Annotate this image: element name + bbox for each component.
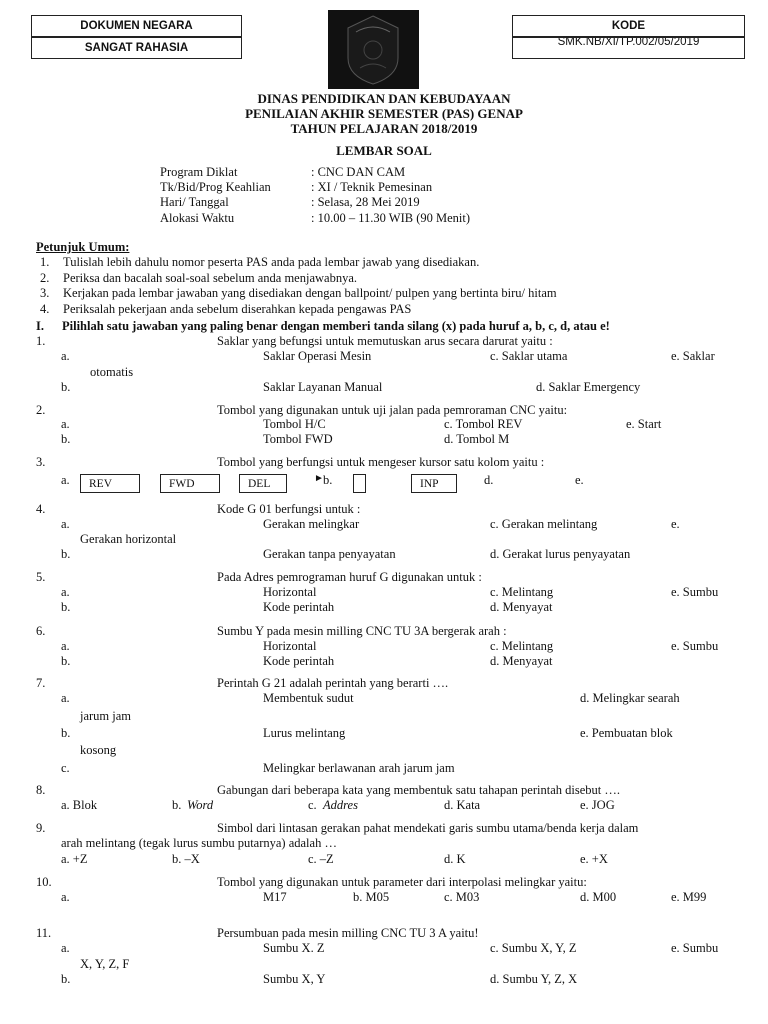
question-number: 7.: [36, 676, 46, 690]
option-letter: a.: [61, 417, 70, 431]
option-letter: d.: [484, 473, 494, 487]
option-continuation: kosong: [80, 743, 117, 757]
option-letter: a.: [61, 691, 70, 705]
key-del-label: DEL: [248, 478, 271, 490]
option-letter: a.: [61, 890, 70, 904]
option-text: Lurus melintang: [263, 726, 346, 740]
option-c: c. –Z: [308, 852, 334, 866]
option-letter: b.: [61, 432, 71, 446]
info-label: Tk/Bid/Prog Keahlian: [160, 180, 271, 194]
option-c: c. Saklar utama: [490, 349, 568, 363]
option-letter: b.: [61, 547, 71, 561]
question-text: Persumbuan pada mesin milling CNC TU 3 A yaitu!: [217, 926, 479, 940]
option-letter: b.: [61, 654, 71, 668]
option-e: e. Sumbu: [671, 585, 719, 599]
option-b: b. –X: [172, 852, 200, 866]
option-e: e.: [671, 517, 680, 531]
option-e: e. JOG: [580, 798, 615, 812]
option-text: Melingkar berlawanan arah jarum jam: [263, 761, 455, 775]
option-d: d. Gerakat lurus penyayatan: [490, 547, 631, 561]
title-line-3: TAHUN PELAJARAN 2018/2019: [290, 121, 478, 136]
option-c: c. Gerakan melintang: [490, 517, 598, 531]
key-blank-box: [353, 474, 366, 493]
question-number: 1.: [36, 334, 46, 348]
info-label: Program Diklat: [160, 165, 238, 179]
instruction-text: Kerjakan pada lembar jawaban yang disediakan dengan ballpoint/ pulpen yang bertinta biru/ hitam: [63, 286, 557, 300]
option-d: d. K: [444, 852, 466, 866]
option-letter: b.: [172, 798, 182, 812]
key-rev-label: REV: [89, 478, 112, 490]
option-letter: b.: [61, 600, 71, 614]
title-line-2: PENILAIAN AKHIR SEMESTER (PAS) GENAP: [245, 106, 523, 121]
question-number: 9.: [36, 821, 46, 835]
option-e: e. Pembuatan blok: [580, 726, 673, 740]
secrecy-box: [31, 37, 242, 59]
option-text: Saklar Operasi Mesin: [263, 349, 372, 363]
key-fwd-box: [160, 474, 220, 493]
question-number: 8.: [36, 783, 46, 797]
option-e: e. M99: [671, 890, 707, 904]
question-text: Tombol yang digunakan untuk uji jalan pada pemroraman CNC yaitu:: [217, 403, 568, 417]
question-number: 10.: [36, 875, 52, 889]
option-c: c. M03: [444, 890, 480, 904]
info-value: : Selasa, 28 Mei 2019: [311, 195, 420, 209]
option-d: d. Kata: [444, 798, 481, 812]
option-a: a. Blok: [61, 798, 98, 812]
option-continuation: Gerakan horizontal: [80, 532, 177, 546]
secrecy-label: SANGAT RAHASIA: [84, 42, 189, 54]
option-text: Sumbu X, Y: [263, 972, 326, 986]
info-value: : CNC DAN CAM: [311, 165, 406, 179]
instruction-text: Periksa dan bacalah soal-soal sebelum anda menjawabnya.: [63, 271, 357, 285]
option-text: M17: [263, 890, 287, 904]
option-text: Horizontal: [263, 639, 317, 653]
classification-box: [31, 15, 242, 37]
option-letter: c.: [61, 761, 70, 775]
question-number: 3.: [36, 455, 46, 469]
question-text: Sumbu Y pada mesin milling CNC TU 3A bergerak arah :: [217, 624, 507, 638]
option-letter: b.: [61, 380, 71, 394]
question-text-continuation: arah melintang (tegak lurus sumbu putarnya) adalah …: [61, 836, 337, 850]
option-text: Sumbu X. Z: [263, 941, 325, 955]
option-text: Kode perintah: [263, 600, 335, 614]
option-c: c. Tombol REV: [444, 417, 523, 431]
instruction-text: Periksalah pekerjaan anda sebelum diserahkan kepada pengawas PAS: [63, 302, 412, 316]
classification-label: DOKUMEN NEGARA: [80, 20, 193, 32]
info-value: : 10.00 – 11.30 WIB (90 Menit): [311, 211, 471, 225]
option-d: d. Menyayat: [490, 600, 553, 614]
option-d: d. Tombol M: [444, 432, 510, 446]
arrow-key-icon: ►: [314, 473, 324, 484]
option-letter: a.: [61, 941, 70, 955]
option-e: e. Sumbu: [671, 941, 719, 955]
question-text: Simbol dari lintasan gerakan pahat mendekati garis sumbu utama/benda kerja dalam: [217, 821, 639, 835]
option-letter: a.: [61, 517, 70, 531]
instruction-number: 3.: [40, 286, 50, 300]
option-text: Word: [187, 798, 214, 812]
question-text: Kode G 01 berfungsi untuk :: [217, 502, 361, 516]
title-line-1: DINAS PENDIDIKAN DAN KEBUDAYAAN: [257, 91, 511, 106]
option-d: d. Menyayat: [490, 654, 553, 668]
option-a: a. +Z: [61, 852, 88, 866]
option-c: c. Sumbu X, Y, Z: [490, 941, 577, 955]
code-title: KODE: [611, 20, 646, 32]
option-c: c. Melintang: [490, 639, 554, 653]
option-d: d. Saklar Emergency: [536, 380, 641, 394]
option-e: e. Sumbu: [671, 639, 719, 653]
question-number: 4.: [36, 502, 46, 516]
code-value-box: [512, 37, 745, 59]
key-rev-box: [80, 474, 140, 493]
option-text: Addres: [323, 798, 358, 812]
option-d: d. Melingkar searah: [580, 691, 680, 705]
question-text: Pada Adres pemrograman huruf G digunakan untuk :: [217, 570, 482, 584]
instruction-text: Tulislah lebih dahulu nomor peserta PAS anda pada lembar jawab yang disediakan.: [63, 255, 480, 269]
question-number: 2.: [36, 403, 46, 417]
question-number: 11.: [36, 926, 52, 940]
key-fwd-label: FWD: [169, 478, 195, 490]
document-code: SMK.NB/XI/TP.002/05/2019: [557, 37, 700, 48]
option-letter: a.: [61, 473, 70, 487]
tut-wuri-handayani-logo: [328, 10, 419, 89]
option-letter: c.: [308, 798, 317, 812]
option-c: c. Melintang: [490, 585, 554, 599]
question-number: 5.: [36, 570, 46, 584]
option-b: b. M05: [353, 890, 390, 904]
option-e: e. Start: [626, 417, 662, 431]
option-text: Horizontal: [263, 585, 317, 599]
option-letter: e.: [575, 473, 584, 487]
option-text: Kode perintah: [263, 654, 335, 668]
instruction-number: 4.: [40, 302, 50, 316]
option-letter: a.: [61, 639, 70, 653]
option-continuation: jarum jam: [80, 709, 132, 723]
question-text: Perintah G 21 adalah perintah yang berarti ….: [217, 676, 449, 690]
option-letter: a.: [61, 585, 70, 599]
code-title-box: [512, 15, 745, 37]
instruction-number: 2.: [40, 271, 50, 285]
option-text: Tombol FWD: [263, 432, 333, 446]
info-label: Hari/ Tanggal: [160, 195, 229, 209]
option-d: d. M00: [580, 890, 617, 904]
option-letter: b.: [61, 726, 71, 740]
key-inp-box: [411, 474, 457, 493]
key-del-box: [239, 474, 287, 493]
option-text: Membentuk sudut: [263, 691, 354, 705]
option-letter: b.: [323, 473, 333, 487]
option-e: e. Saklar: [671, 349, 715, 363]
option-text: Gerakan tanpa penyayatan: [263, 547, 396, 561]
option-d: d. Sumbu Y, Z, X: [490, 972, 578, 986]
key-inp-label: INP: [420, 478, 439, 490]
section-number: I.: [36, 319, 44, 333]
question-text: Saklar yang befungsi untuk memutuskan arus secara darurat yaitu :: [217, 334, 553, 348]
section-instruction: Pilihlah satu jawaban yang paling benar dengan memberi tanda silang (x) pada huruf a, b, c, d, atau e!: [62, 319, 610, 333]
option-continuation: X, Y, Z, F: [80, 957, 130, 971]
question-text: Tombol yang berfungsi untuk mengeser kursor satu kolom yaitu :: [217, 455, 545, 469]
option-letter: b.: [61, 972, 71, 986]
option-text: Saklar Layanan Manual: [263, 380, 383, 394]
instruction-number: 1.: [40, 255, 50, 269]
info-value: : XI / Teknik Pemesinan: [311, 180, 433, 194]
option-e: e. +X: [580, 852, 608, 866]
title-line-4: LEMBAR SOAL: [336, 143, 432, 158]
question-text: Gabungan dari beberapa kata yang membentuk satu tahapan perintah disebut ….: [217, 783, 620, 797]
question-number: 6.: [36, 624, 46, 638]
info-label: Alokasi Waktu: [160, 211, 235, 225]
option-text: Gerakan melingkar: [263, 517, 360, 531]
option-text: Tombol H/C: [263, 417, 326, 431]
option-continuation: otomatis: [90, 365, 134, 379]
option-letter: a.: [61, 349, 70, 363]
question-text: Tombol yang digunakan untuk parameter dari interpolasi melingkar yaitu:: [217, 875, 587, 889]
instructions-heading: Petunjuk Umum:: [36, 240, 130, 254]
